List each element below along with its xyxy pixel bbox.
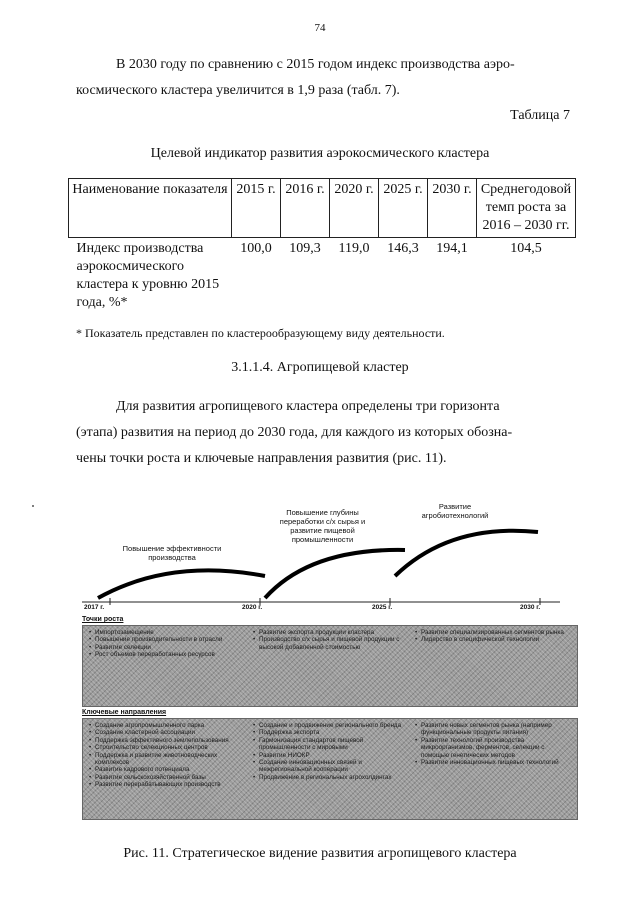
list-item: • Создание агропромышленного парка — [89, 722, 244, 729]
list-item: • Повышение производительности в отрасли — [89, 636, 239, 643]
year-2020: 2020 г. — [242, 604, 263, 611]
body-paragraph — [76, 394, 572, 472]
list-item: • Импортозамещение — [89, 629, 239, 636]
list-item: • Производство с/х сырья и пищевой продукции с высокой добавленной стоимостью — [253, 636, 403, 651]
key-directions-col-2 — [253, 722, 403, 781]
header-2030: 2030 г. — [428, 179, 477, 238]
table-row — [69, 238, 576, 315]
header-2020: 2020 г. — [330, 179, 379, 238]
list-item: • Развитие экспорта продукции кластера — [253, 629, 403, 636]
page-number: 74 — [314, 22, 326, 34]
list-item: • Создание и продвижение регионального бренда — [253, 722, 403, 729]
list-item: • Лидерство в специфической технологии — [415, 636, 565, 643]
row-indicator-name: Индекс производства аэрокосмического кластера к уровню 2015 года, %* — [76, 241, 220, 310]
intro-line-2: космического кластера увеличится в 1,9 раза (табл. 7). — [76, 83, 400, 98]
intro-paragraph — [76, 52, 572, 104]
arc-processing — [265, 550, 405, 598]
growth-points-panel — [82, 625, 578, 707]
table-reference: Таблица 7 — [510, 108, 570, 123]
year-2025: 2025 г. — [372, 604, 393, 611]
key-directions-label: Ключевые направления — [82, 709, 167, 716]
list-item: • Создание инновационных связей и межрегиональной кооперации — [253, 759, 403, 774]
value-2020: 119,0 — [338, 241, 370, 256]
list-item: • Развитие перерабатывающих производств — [89, 781, 244, 788]
list-item: • Развитие специализированных сегментов рынка — [415, 629, 565, 636]
header-indicator-name: Наименование показателя — [69, 179, 232, 238]
growth-points-label: Точки роста — [82, 616, 124, 623]
list-item: • Поддержка эффективного землепользования — [89, 737, 244, 744]
list-item: • Развитие кадрового потенциала — [89, 766, 244, 773]
growth-points-col-1 — [89, 629, 239, 659]
list-item: • Гармонизация стандартов пищевой промышленности с мировыми — [253, 737, 403, 752]
figure-caption: Рис. 11. Стратегическое видение развития агропищевого кластера — [123, 846, 517, 861]
arc-label-biotech: Развитие агробиотехнологий — [421, 502, 489, 520]
value-2016: 109,3 — [289, 241, 321, 256]
list-item: • Создание кластерной ассоциации — [89, 729, 244, 736]
indicator-table — [68, 178, 576, 314]
value-2025: 146,3 — [387, 241, 419, 256]
value-2015: 100,0 — [240, 241, 272, 256]
table-header-row — [69, 179, 576, 238]
body-line-2: (этапа) развития на период до 2030 года, для каждого из которых обозна- — [76, 425, 513, 440]
table-title: Целевой индикатор развития аэрокосмического кластера — [150, 146, 490, 161]
growth-points-col-3 — [415, 629, 565, 644]
year-2017: 2017 г. — [84, 604, 105, 611]
margin-mark — [32, 505, 34, 507]
list-item: • Развитие селекции — [89, 644, 239, 651]
value-2030: 194,1 — [436, 241, 468, 256]
list-item: • Развитие инновационных пищевых технологий — [415, 759, 565, 766]
header-avg-growth: Среднегодовой темп роста за 2016 – 2030 гг. — [477, 179, 576, 238]
arc-biotech — [395, 531, 538, 576]
value-avg-growth: 104,5 — [510, 241, 542, 256]
list-item: • Развитие НИОКР — [253, 752, 403, 759]
key-directions-col-1 — [89, 722, 244, 789]
arc-label-efficiency: Повышение эффективности производства — [122, 544, 222, 562]
intro-line-1: В 2030 году по сравнению с 2015 годом индекс производства аэро- — [116, 57, 515, 72]
arc-label-processing: Повышение глубины переработки с/х сырья и развитие пищевой промышленности — [279, 508, 366, 544]
header-2025: 2025 г. — [379, 179, 428, 238]
list-item: • Рост объемов переработанных ресурсов — [89, 651, 239, 658]
header-2015: 2015 г. — [232, 179, 281, 238]
section-heading: 3.1.1.4. Агропищевой кластер — [231, 360, 409, 375]
list-item: • Поддержка и развитие животноводческих комплексов — [89, 752, 244, 767]
list-item: • Развитие технологий производства микроорганизмов, ферментов, селекции с помощью генетических методов — [415, 737, 565, 759]
list-item: • Поддержка экспорта — [253, 729, 403, 736]
body-line-3: чены точки роста и ключевые направления развития (рис. 11). — [76, 451, 447, 466]
key-directions-panel — [82, 718, 578, 820]
key-directions-col-3 — [415, 722, 565, 766]
list-item: • Развитие сельскохозяйственной базы — [89, 774, 244, 781]
list-item: • Продвижение в региональных агрохолдингах — [253, 774, 403, 781]
header-2016: 2016 г. — [281, 179, 330, 238]
growth-points-col-2 — [253, 629, 403, 651]
list-item: • Строительство селекционных центров — [89, 744, 244, 751]
arc-efficiency — [98, 570, 265, 598]
list-item: • Развитие новых сегментов рынка (например функциональные продукты питания) — [415, 722, 565, 737]
strategy-figure — [60, 498, 590, 828]
body-line-1: Для развития агропищевого кластера определены три горизонта — [116, 399, 500, 414]
year-2030: 2030 г. — [520, 604, 541, 611]
table-footnote: * Показатель представлен по кластерообразующему виду деятельности. — [76, 326, 445, 340]
